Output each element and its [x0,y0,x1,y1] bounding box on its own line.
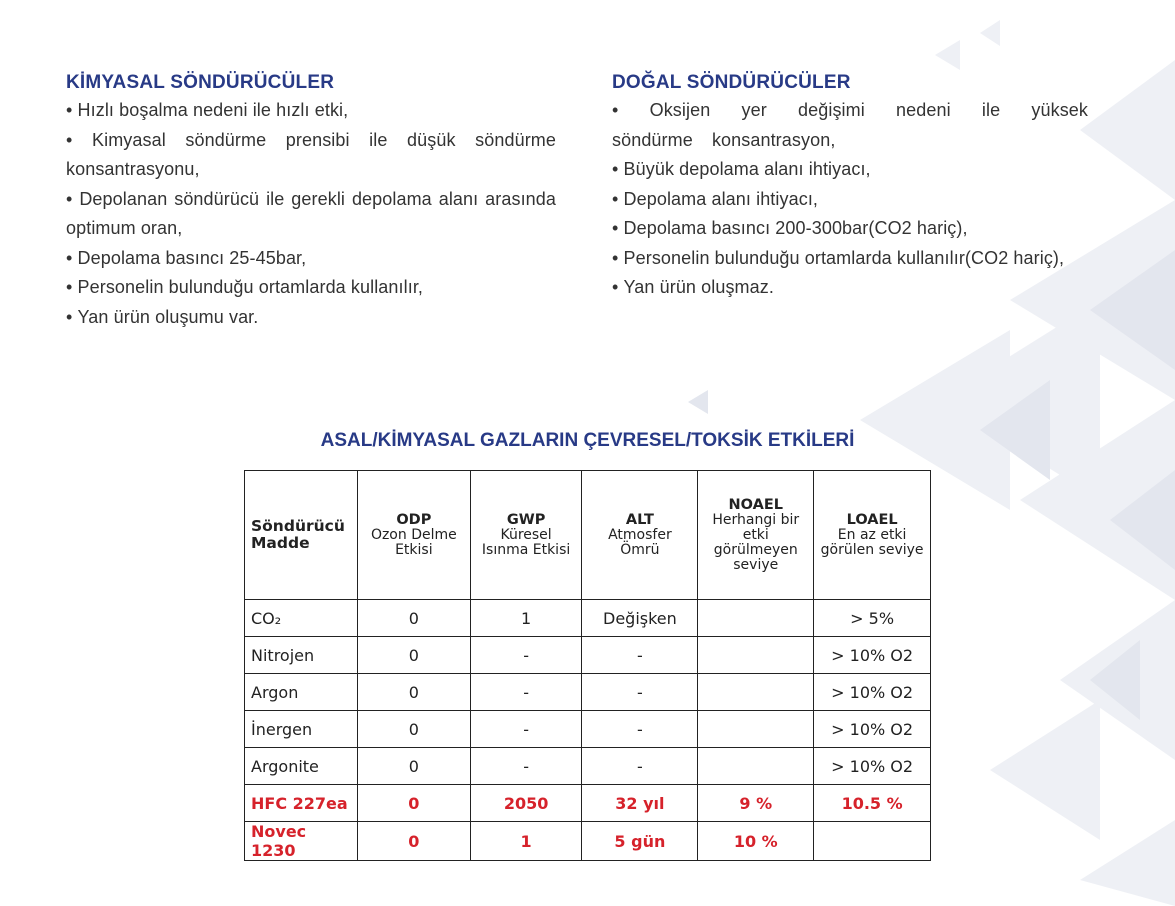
table-cell: - [582,637,698,674]
natural-extinguishers-heading: DOĞAL SÖNDÜRÜCÜLER [612,72,851,93]
table-cell: 32 yıl [582,785,698,822]
table-cell: 0 [357,637,470,674]
table-cell [698,674,814,711]
chemical-extinguishers-heading: KİMYASAL SÖNDÜRÜCÜLER [66,72,335,93]
table-row [245,748,931,785]
table-cell: 0 [357,674,470,711]
chemical-extinguishers-section [66,72,556,332]
table-cell: 0 [357,822,470,861]
table-row [245,822,931,861]
header-desc: Ozon Delme Etkisi [370,526,457,558]
chemical-extinguishers-list [66,96,556,332]
header-alt [582,471,698,600]
table-cell: 5 gün [582,822,698,861]
table-cell: 0 [357,600,470,637]
table-cell: 1 [470,600,582,637]
list-item: • Yan ürün oluşmaz. [612,273,1088,303]
table-cell: - [582,748,698,785]
table-cell: 1 [470,822,582,861]
list-item: • Kimyasal söndürme prensibi ile düşük söndürme konsantrasyonu, [66,126,556,185]
table-cell-substance: İnergen [245,711,358,748]
table-row [245,637,931,674]
header-abbr: GWP [506,511,546,528]
table-cell [698,637,814,674]
table-cell: > 10% O2 [814,674,931,711]
header-noael [698,471,814,600]
table-cell: 10 % [698,822,814,861]
table-cell [698,711,814,748]
list-item: • Personelin bulunduğu ortamlarda kullanılır, [66,273,556,303]
header-abbr: ALT [625,511,654,528]
table-cell-substance: Nitrojen [245,637,358,674]
list-item: • Yan ürün oluşumu var. [66,303,556,333]
table-body [245,600,931,861]
table-row [245,711,931,748]
table-cell: - [470,748,582,785]
table-cell: - [470,674,582,711]
table-cell: Değişken [582,600,698,637]
table-cell: 9 % [698,785,814,822]
table-cell: - [582,711,698,748]
table-row [245,674,931,711]
header-desc: Küresel Isınma Etkisi [481,526,571,558]
header-desc: En az etki görülen seviye [820,526,924,558]
table-cell: > 5% [814,600,931,637]
table-cell: > 10% O2 [814,711,931,748]
table-cell-substance: CO₂ [245,600,358,637]
header-label: Söndürücü Madde [251,517,345,552]
header-abbr: NOAEL [728,496,783,513]
table-cell-substance: Argon [245,674,358,711]
list-item: • Oksijen yer değişimi nedeni ile yüksek söndürme konsantrasyon, [612,96,1088,155]
table-title: ASAL/KİMYASAL GAZLARIN ÇEVRESEL/TOKSİK ETKİLERİ [320,430,855,451]
table-cell: 10.5 % [814,785,931,822]
list-item: • Depolama basıncı 200-300bar(CO2 hariç), [612,214,1088,244]
header-desc: Atmosfer Ömrü [608,526,672,558]
header-abbr: LOAEL [846,511,898,528]
table-cell: 0 [357,711,470,748]
table-cell-substance: Novec 1230 [245,822,358,861]
list-item: • Personelin bulunduğu ortamlarda kullanılır(CO2 hariç), [612,244,1088,274]
table-cell: > 10% O2 [814,637,931,674]
table-cell [698,600,814,637]
natural-extinguishers-list [612,96,1088,303]
table-cell-substance: HFC 227ea [245,785,358,822]
header-gwp [470,471,582,600]
table-row [245,785,931,822]
list-item: • Depolama alanı ihtiyacı, [612,185,1088,215]
table-cell: - [470,637,582,674]
gas-effects-table [244,470,931,861]
header-abbr: ODP [396,511,432,528]
table-cell: - [582,674,698,711]
table-cell [698,748,814,785]
table-cell: 2050 [470,785,582,822]
header-loael [814,471,931,600]
list-item: • Büyük depolama alanı ihtiyacı, [612,155,1088,185]
table-cell [814,822,931,861]
table-header-row [245,471,931,600]
list-item: • Hızlı boşalma nedeni ile hızlı etki, [66,96,556,126]
table-cell-substance: Argonite [245,748,358,785]
natural-extinguishers-section [612,72,1088,303]
header-odp [357,471,470,600]
table-cell: > 10% O2 [814,748,931,785]
header-desc: Herhangi bir etki görülmeyen seviye [712,511,800,573]
table-cell: - [470,711,582,748]
list-item: • Depolanan söndürücü ile gerekli depolama alanı arasında optimum oran, [66,185,556,244]
list-item: • Depolama basıncı 25-45bar, [66,244,556,274]
header-extinguisher [245,471,358,600]
table-cell: 0 [357,748,470,785]
table-cell: 0 [357,785,470,822]
table-row [245,600,931,637]
